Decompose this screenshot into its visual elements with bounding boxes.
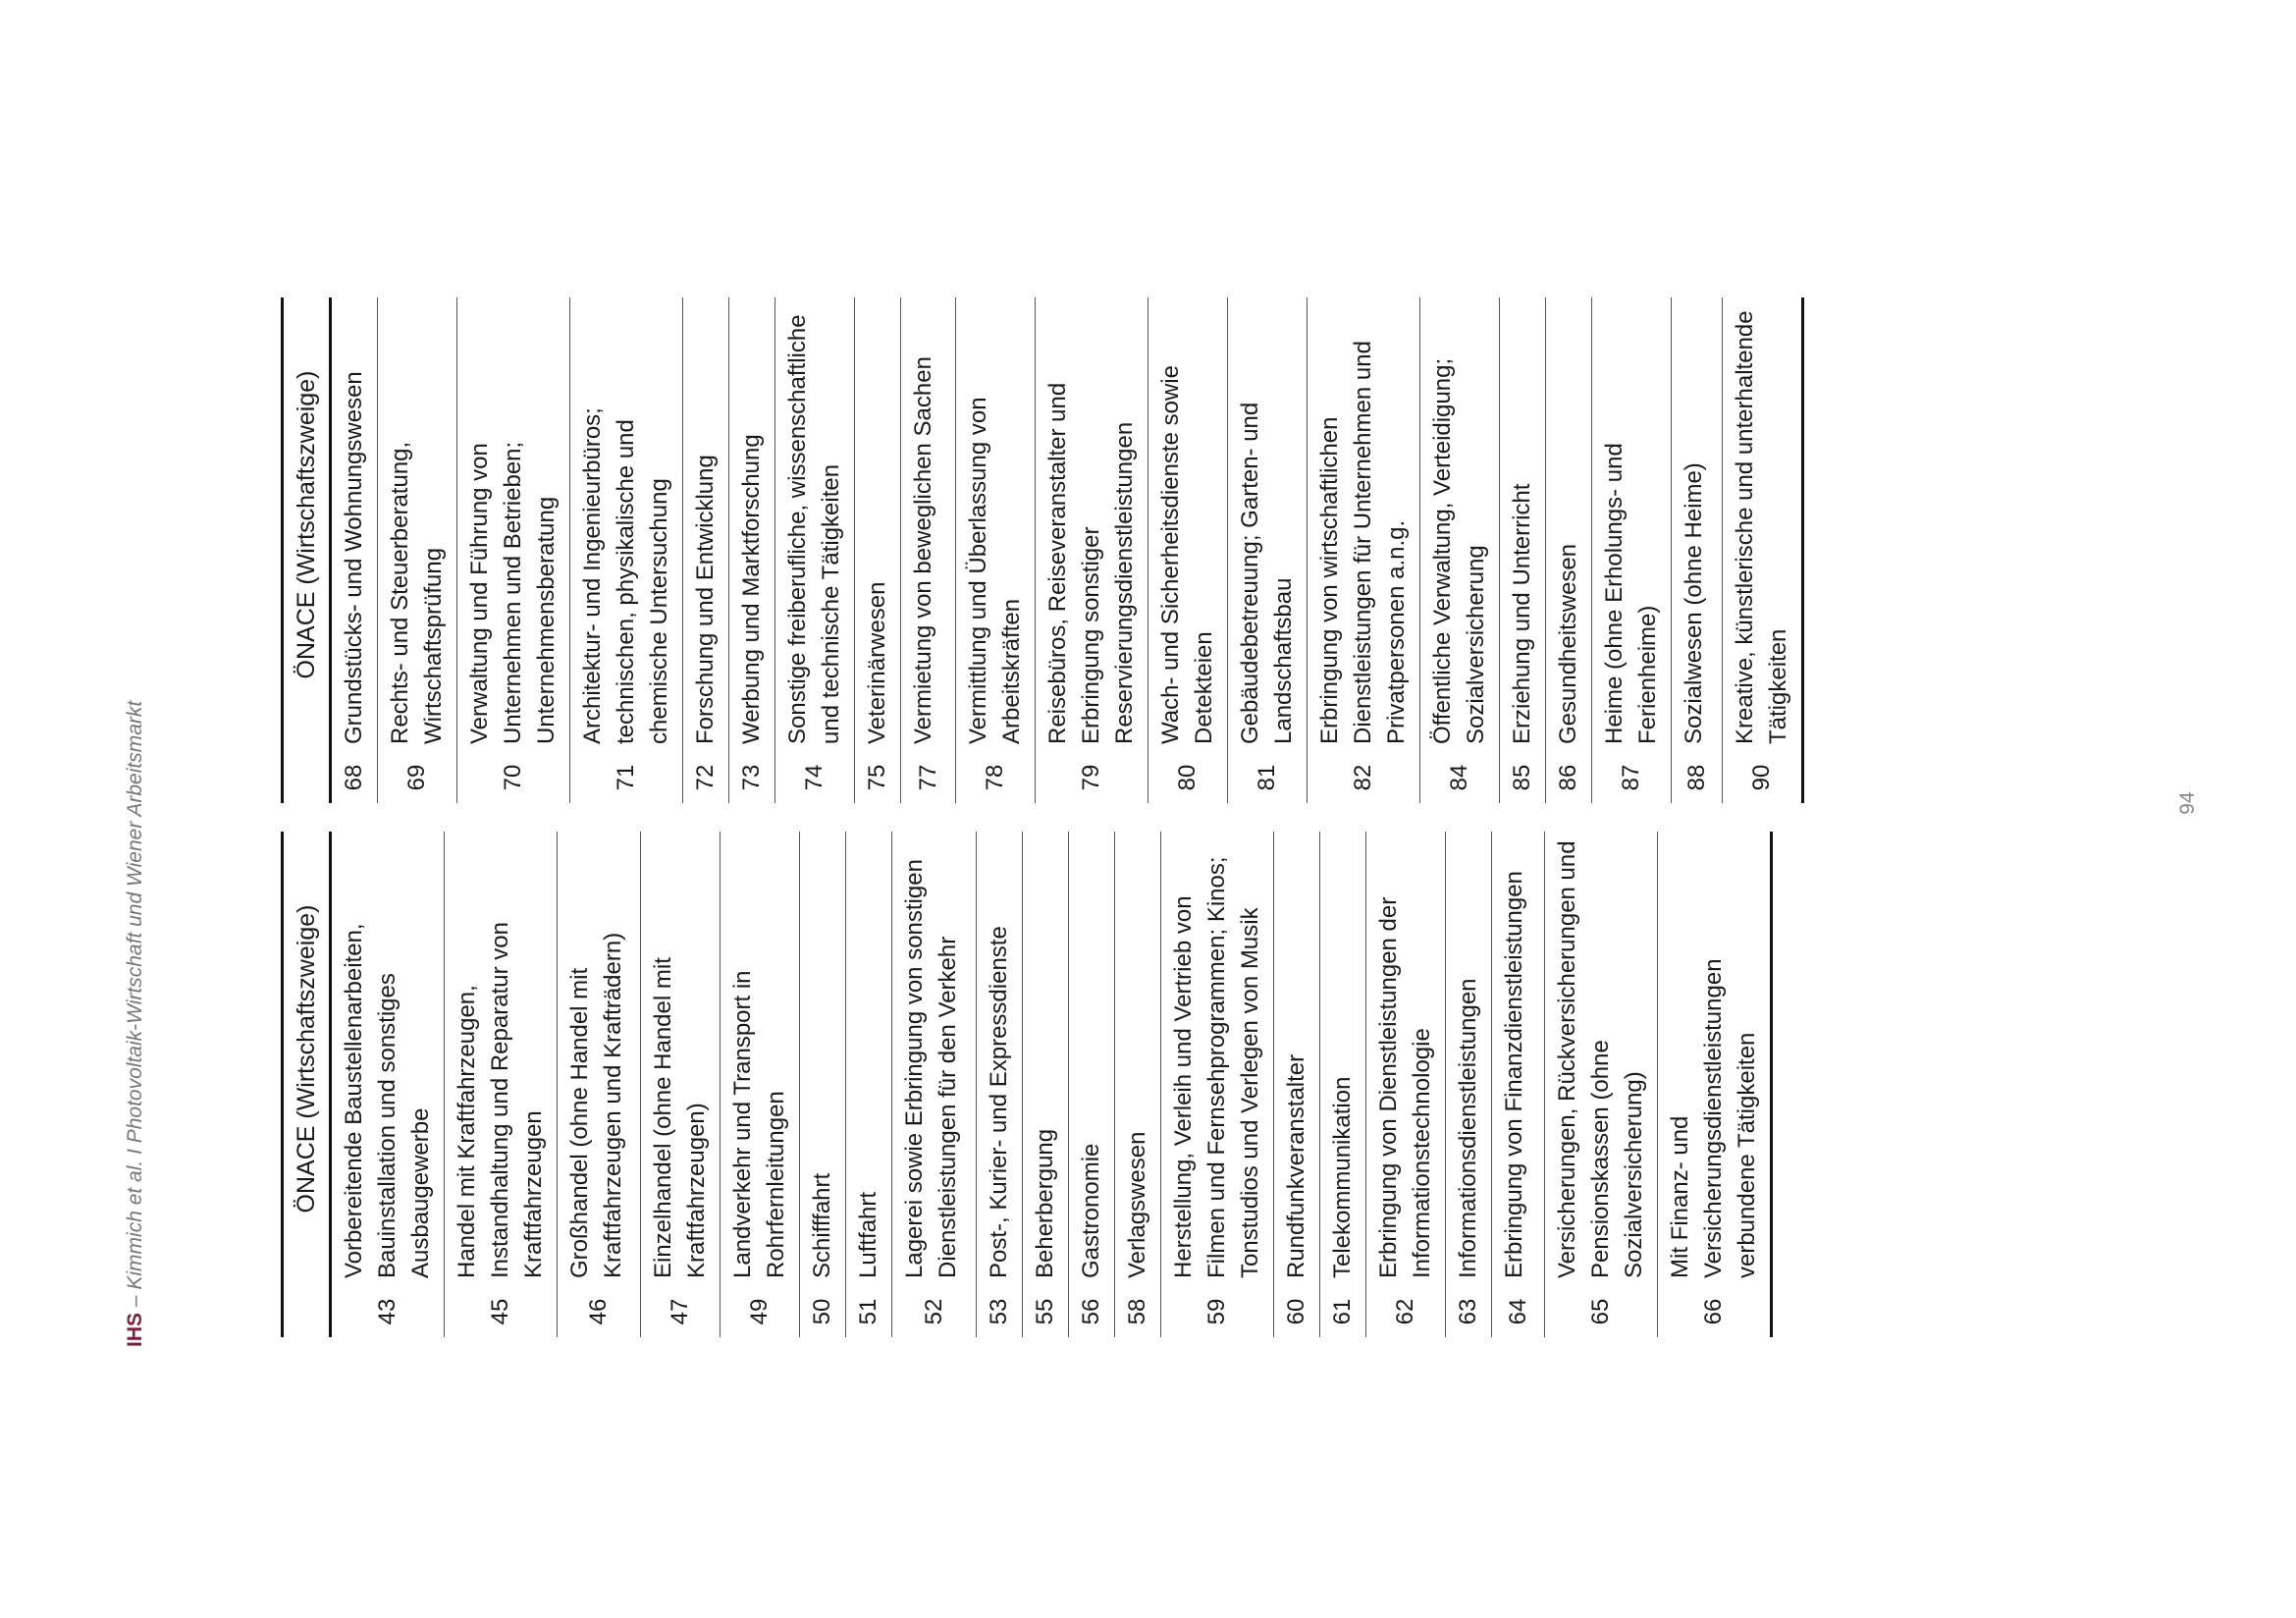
table-row [378,297,457,803]
onace-label: Schifffahrt [809,1172,835,1278]
onace-code: 71 [613,764,639,791]
onace-code: 43 [374,1298,400,1325]
onace-code: 45 [487,1298,513,1325]
onace-label: Verlagswesen [1124,1131,1150,1278]
table-row [1036,297,1148,803]
onace-label: Erbringung von Dienstleistungen der Informationstechnologie [1375,896,1435,1278]
table-row [1545,832,1658,1337]
onace-label: Beherbergung [1032,1128,1058,1278]
table-row [1366,832,1446,1337]
table-title: ÖNACE (Wirtschaftszweige) [292,904,320,1214]
table-row [1492,832,1545,1337]
onace-label: Post-, Kurier- und Expressdienste [986,926,1012,1278]
header-org: IHS [124,1312,146,1347]
onace-label: Erbringung von wirtschaftlichen Dienstleistungen für Unternehmen und Privatpersonen a.n.g. [1316,341,1410,744]
onace-code: 90 [1748,764,1775,791]
onace-label: Grundstücks- und Wohnungswesen [341,371,367,744]
running-header [116,601,155,1347]
onace-label: Erziehung und Unterricht [1509,483,1535,744]
onace-code: 49 [746,1298,773,1325]
onace-code: 86 [1555,764,1581,791]
onace-label: Verwaltung und Führung von Unternehmen und Betrieben; Unternehmensberatung [466,441,560,744]
onace-code: 61 [1329,1298,1356,1325]
onace-label: Lagerei sowie Erbringung von sonstigen Dienstleistungen für den Verkehr [901,859,961,1278]
onace-code: 72 [692,764,719,791]
table-body [332,297,1804,803]
table-row [1592,297,1672,803]
onace-label: Öffentliche Verwaltung, Verteidigung; Sozialversicherung [1429,357,1489,744]
table-row [641,832,721,1337]
table-row [1446,832,1492,1337]
onace-label: Landverkehr und Transport in Rohrfernleitungen [729,970,789,1278]
header-title: – Kimmich et al. I Photovoltaik-Wirtschaft und Wiener Arbeitsmarkt [124,700,146,1313]
table-row [956,297,1036,803]
onace-code: 88 [1682,764,1710,791]
table-row [1420,297,1500,803]
table-row [800,832,846,1337]
table-header [281,832,332,1337]
table-row [901,297,956,803]
onace-label: Gesundheitswesen [1555,543,1581,744]
table-row [457,297,570,803]
onace-label: Wach- und Sicherheitsdienste sowie Detekteien [1157,365,1217,744]
onace-label: Werbung und Marktforschung [738,434,765,744]
onace-code: 63 [1455,1298,1481,1325]
table-header [281,297,332,803]
table-row [977,832,1023,1337]
onace-code: 66 [1700,1298,1727,1325]
onace-code: 55 [1032,1298,1058,1325]
table-row [1115,832,1161,1337]
onace-label: Luftfahrt [855,1191,881,1278]
onace-code: 74 [801,764,828,791]
onace-code: 58 [1124,1298,1150,1325]
onace-code: 60 [1283,1298,1309,1325]
onace-code: 50 [809,1298,835,1325]
onace-label: Großhandel (ohne Handel mit Kraftfahrzeugen und Krafträdern) [566,932,626,1278]
table-row [1023,832,1069,1337]
onace-code: 70 [500,764,526,791]
onace-code: 68 [341,764,367,791]
onace-label: Gastronomie [1078,1143,1104,1278]
onace-code: 84 [1446,764,1472,791]
onace-code: 81 [1254,764,1280,791]
table-row [445,832,558,1337]
onace-code: 46 [585,1298,612,1325]
table-row [1228,297,1308,803]
onace-label: Vermietung von beweglichen Sachen [910,356,936,744]
onace-label: Rundfunkveranstalter [1283,1053,1309,1278]
onace-label: Veterinärwesen [864,581,890,744]
table-body [332,832,1773,1337]
onace-code: 85 [1509,764,1535,791]
onace-label: Erbringung von Finanzdienstleistungen [1501,871,1527,1278]
onace-code: 59 [1203,1298,1230,1325]
table-row [1274,832,1320,1337]
table-row [1546,297,1592,803]
onace-label: Telekommunikation [1329,1076,1356,1278]
onace-code: 47 [667,1298,693,1325]
onace-label: Rechts- und Steuerberatung, Wirtschaftsprüfung [387,441,447,744]
table-row [721,832,800,1337]
onace-label: Einzelhandel (ohne Handel mit Kraftfahrzeugen) [650,957,710,1278]
onace-code: 65 [1587,1298,1614,1325]
onace-code: 52 [920,1298,947,1325]
table-row [855,297,901,803]
table-row [683,297,729,803]
table-row [1658,832,1773,1337]
table-row [892,832,977,1337]
table-row [332,832,445,1337]
onace-label: Forschung und Entwicklung [692,455,719,744]
table-row [1723,297,1804,803]
onace-code: 75 [864,764,890,791]
onace-table-right [281,297,1804,803]
onace-code: 82 [1350,764,1376,791]
table-row [1500,297,1546,803]
table-row [558,832,641,1337]
onace-label: Architektur- und Ingenieurbüros; technischen, physikalische und chemische Untersuchung [579,407,672,744]
table-row [1148,297,1228,803]
onace-code: 56 [1078,1298,1104,1325]
onace-label: Sozialwesen (ohne Heime) [1681,462,1707,744]
onace-label: Mit Finanz- und Versicherungsdienstleistungen verbundene Tätigkeiten [1667,958,1760,1278]
table-row [1672,297,1723,803]
table-row [1161,832,1274,1337]
onace-label: Informationsdienstleistungen [1455,978,1481,1278]
onace-code: 79 [1078,764,1104,791]
onace-code: 78 [982,764,1008,791]
onace-code: 69 [403,764,430,791]
onace-table-left [281,832,1773,1337]
table-row [775,297,855,803]
table-row [846,832,892,1337]
onace-code: 80 [1174,764,1201,791]
table-row [332,297,378,803]
onace-label: Handel mit Kraftfahrzeugen, Instandhaltung und Reparatur von Kraftfahrzeugen [454,922,547,1278]
table-row [1308,297,1420,803]
onace-label: Versicherungen, Rückversicherungen und Pensionskassen (ohne Sozialversicherung) [1554,840,1647,1278]
onace-label: Vorbereitende Baustellenarbeiten, Bauinstallation und sonstiges Ausbaugewerbe [341,923,434,1278]
onace-code: 77 [914,764,941,791]
onace-label: Sonstige freiberufliche, wissenschaftliche und technische Tätigkeiten [784,314,844,744]
onace-label: Kreative, künstlerische und unterhaltende Tätigkeiten [1732,310,1791,744]
onace-label: Vermittlung und Überlassung von Arbeitskräften [965,397,1025,744]
table-row [1069,832,1115,1337]
page-number: 94 [2176,791,2199,815]
table-row [570,297,683,803]
onace-label: Herstellung, Verleih und Vertrieb von Filmen und Fernsehprogrammen; Kinos; Tonstudios und Verlegen von Musik [1170,856,1263,1278]
onace-code: 87 [1618,764,1644,791]
onace-label: Reisebüros, Reiseveranstalter und Erbringung sonstiger Reservierungsdienstleistungen [1044,382,1138,744]
onace-code: 64 [1504,1298,1531,1325]
onace-code: 51 [855,1298,881,1325]
onace-label: Gebäudebetreuung; Garten- und Landschaftsbau [1237,402,1297,744]
onace-code: 53 [986,1298,1012,1325]
table-title: ÖNACE (Wirtschaftszweige) [292,370,320,679]
onace-code: 62 [1392,1298,1418,1325]
table-row [1320,832,1366,1337]
table-row [729,297,775,803]
onace-label: Heime (ohne Erholungs- und Ferienheime) [1601,443,1661,744]
onace-code: 73 [738,764,765,791]
